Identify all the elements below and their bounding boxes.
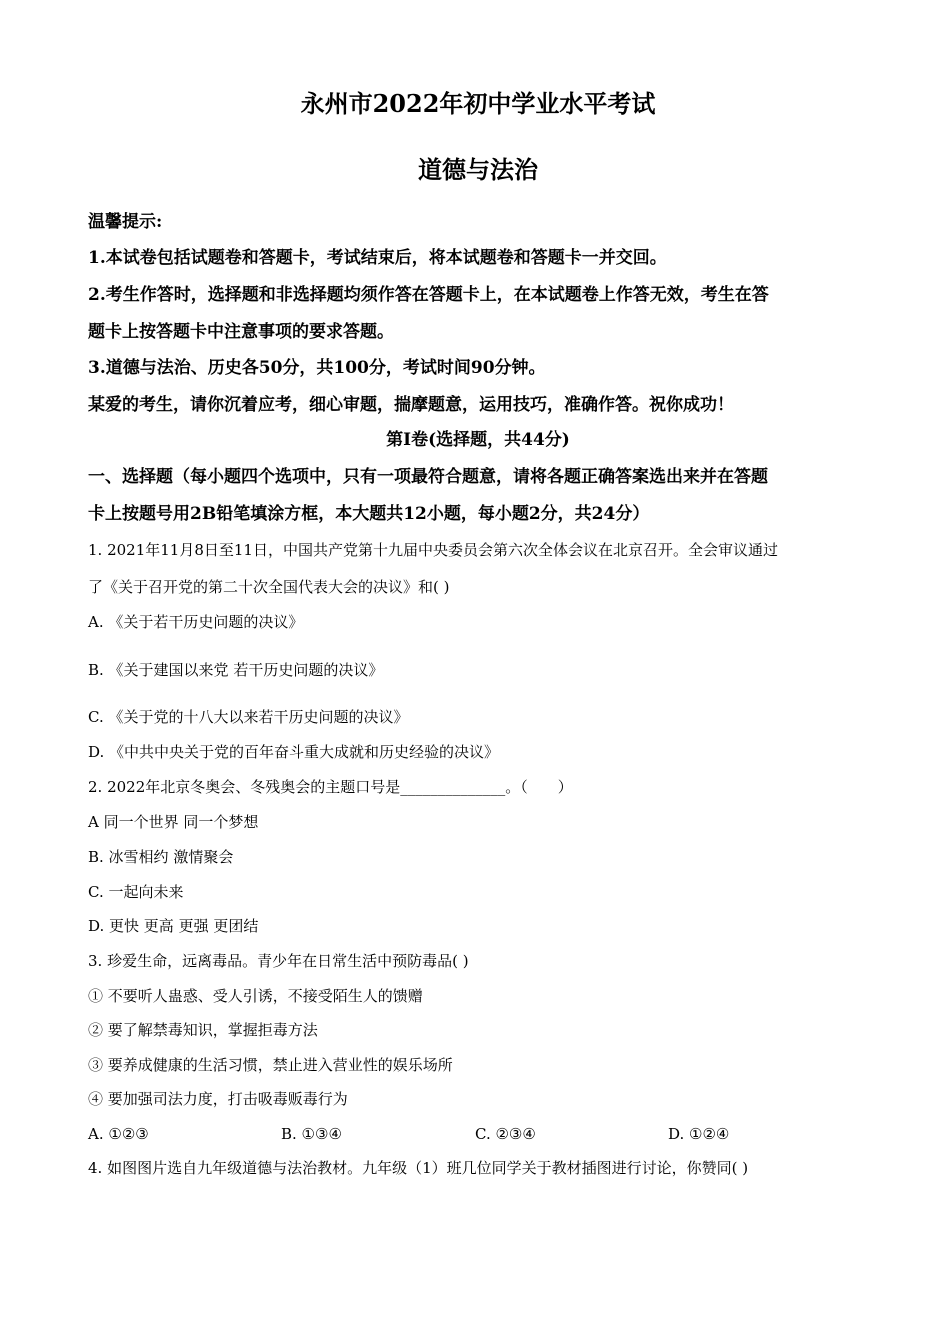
q3-option-d: D. ①②④ — [668, 1125, 730, 1143]
q3-statement-2: ② 要了解禁毒知识，掌握拒毒方法 — [88, 1021, 318, 1039]
q1-option-c: C. 《关于党的十八大以来若干历史问题的决议》 — [88, 708, 409, 726]
q2-stem: 2. 2022年北京冬奥会、冬残奥会的主题口号是______________。（ ） — [88, 778, 573, 796]
q1-stem-line2: 了《关于召开党的第二十次全国代表大会的决议》和( ) — [88, 578, 450, 596]
notice-item-2: 2.考生作答时，选择题和非选择题均须作答在答题卡上，在本试题卷上作答无效，考生在答 — [88, 285, 769, 305]
section-instruction-line1: 一、选择题（每小题四个选项中，只有一项最符合题意，请将各题正确答案选出来并在答题 — [88, 467, 768, 487]
q1-stem-line1: 1. 2021年11月8日至11日，中国共产党第十九届中央委员会第六次全体会议在北京召开。全会审议通过 — [88, 541, 778, 559]
section-instruction-line2: 卡上按题号用2B铅笔填涂方框，本大题共12小题，每小题2分，共24分） — [88, 504, 650, 524]
q3-option-b: B. ①③④ — [281, 1125, 342, 1143]
section-title: 第Ⅰ卷(选择题，共44分) — [386, 430, 570, 450]
exam-subject: 道德与法治 — [418, 155, 538, 184]
notice-item-1: 1.本试卷包括试题卷和答题卡，考试结束后，将本试题卷和答题卡一并交回。 — [88, 248, 667, 268]
q4-stem: 4. 如图图片选自九年级道德与法治教材。九年级（1）班几位同学关于教材插图进行讨论，你赞同( ) — [88, 1159, 749, 1177]
exam-title: 永州市2022年初中学业水平考试 — [300, 89, 656, 118]
q1-option-b: B. 《关于建国以来党 若干历史问题的决议》 — [88, 661, 384, 679]
q1-option-a: A. 《关于若干历史问题的决议》 — [88, 613, 304, 631]
notice-heading: 温馨提示: — [88, 212, 163, 232]
q3-statement-4: ④ 要加强司法力度，打击吸毒贩毒行为 — [88, 1090, 348, 1108]
notice-item-2-cont: 题卡上按答题卡中注意事项的要求答题。 — [88, 322, 394, 342]
q2-option-d: D. 更快 更高 更强 更团结 — [88, 917, 259, 935]
q1-option-d: D. 《中共中央关于党的百年奋斗重大成就和历史经验的决议》 — [88, 743, 500, 761]
q2-option-c: C. 一起向未来 — [88, 883, 184, 901]
q3-stem: 3. 珍爱生命，远离毒品。青少年在日常生活中预防毒品( ) — [88, 952, 469, 970]
q3-statement-1: ① 不要听人蛊惑、受人引诱，不接受陌生人的馈赠 — [88, 987, 423, 1005]
notice-wish: 某爱的考生，请你沉着应考，细心审题，揣摩题意，运用技巧，准确作答。祝你成功！ — [88, 395, 734, 415]
q2-option-b: B. 冰雪相约 激情聚会 — [88, 848, 234, 866]
q2-option-a: A 同一个世界 同一个梦想 — [88, 813, 259, 831]
q3-option-a: A. ①②③ — [88, 1125, 149, 1143]
q3-option-c: C. ②③④ — [475, 1125, 536, 1143]
q3-statement-3: ③ 要养成健康的生活习惯，禁止进入营业性的娱乐场所 — [88, 1056, 453, 1074]
notice-item-3: 3.道德与法治、历史各50分，共100分，考试时间90分钟。 — [88, 358, 546, 378]
